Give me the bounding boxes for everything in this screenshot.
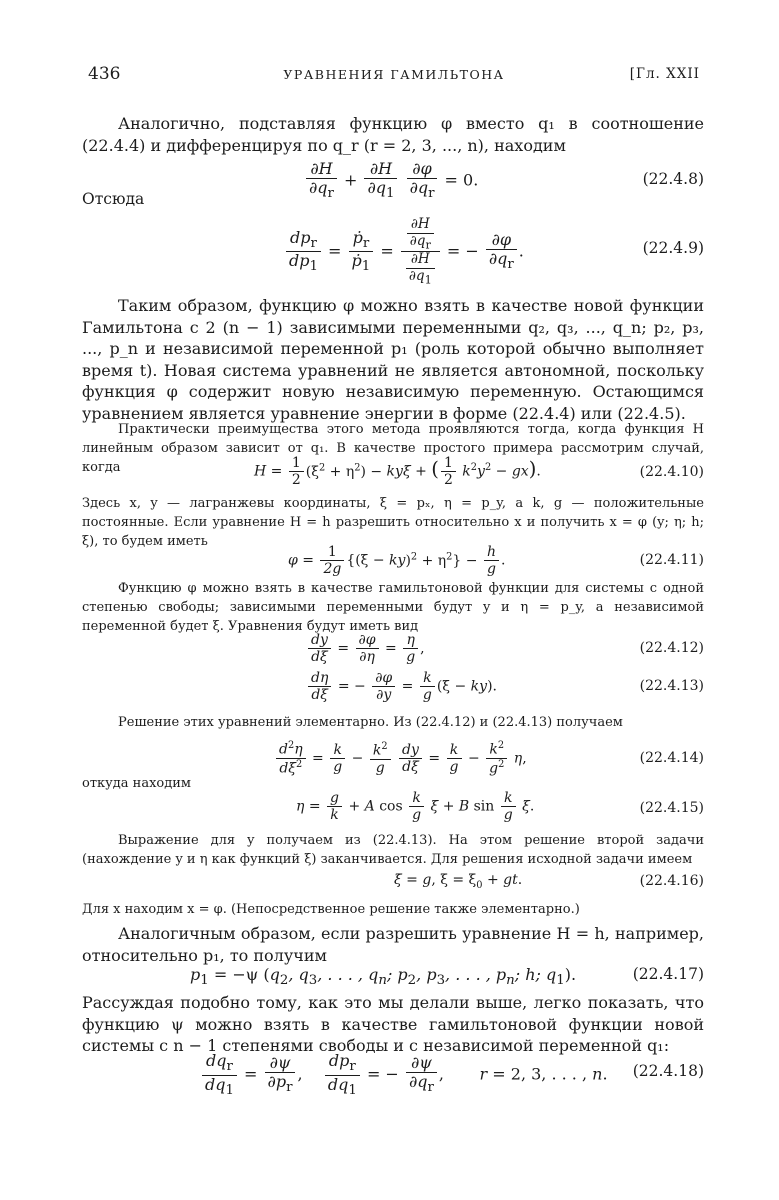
equation-number: (22.4.12) [639,640,704,656]
equation-number: (22.4.8) [642,170,704,188]
paragraph-2: Таким образом, функцию φ можно взять в качестве новой функции Гамильтона с 2 (n − 1) зависимыми переменными q₂, q₃, ..., q_n; p₂, p₃, ..., p_n и независимой переменной p₁ (роль которой обычно выполняет время t). Новая система уравнений не является автономной, поскольку функция φ содержит новую независимую переменную. Остающимся уравнением является уравнение энергии в форме (22.4.4) или (22.4.5). [82,296,704,423]
page-header [88,64,700,88]
paragraph-3: Аналогичным образом, если разрешить уравнение H = h, например, относительно p₁, то получим [82,924,704,965]
equation-number: (22.4.11) [639,552,704,568]
small-paragraph-2: Здесь x, y — лагранжевы координаты, ξ = pₓ, η = p_y, а k, g — положительные постоянные. Если уравнение H = h разрешить относительно x и получить x = φ (y; η; h; ξ), то будем иметь [82,496,704,549]
equation-22-4-18: $dq_r$ $dq_1$ = $\frac{\partial\psi}{\partial p_r}$ , $dp_r$ $dq_1$ = − $\frac{\partial\psi}{\partial q_r}$ , r = 2, 3, . . . , n. (22.4.18) [82,1052,704,1082]
small-paragraph-4: Решение этих уравнений элементарно. Из (22.4.12) и (22.4.13) получаем [118,715,623,730]
otsyuda-label: Отсюда [82,190,145,208]
equation-22-4-17: $p_1 = -\psi$ ($q_2$, $q_3$, . . . , $q_n$; $p_2$, $p_3$, . . . , $p_n$; h; $q_1$). (22.4.17) [190,965,704,989]
equation-22-4-15: η = $\frac{g}{k}$ + A cos $\frac{k}{g}$ ξ + B sin $\frac{k}{g}$ ξ. (22.4.15) [296,790,704,824]
equation-number: (22.4.13) [639,678,704,694]
running-title: УРАВНЕНИЯ ГАМИЛЬТОНА [283,67,505,82]
equation-22-4-10: H = $\frac{1}{2}$ $(\xi^2 + \eta^2) - ky\xi$ + ( $\frac{1}{2}$ $k^2y^2 - gx$). (22.4.10) [254,455,704,489]
paragraph-4: Рассуждая подобно тому, как это мы делали выше, легко показать, что функцию ψ можно взять в качестве гамильтоновой функции новой системы с n − 1 степенями свободы и с независимой переменной q₁: [82,993,704,1055]
equation-number: (22.4.17) [632,965,704,983]
equation-number: (22.4.9) [642,239,704,257]
equation-number: (22.4.14) [639,750,704,766]
small-paragraph-6: Выражение для y получаем из (22.4.13). На этом решение второй задачи (нахождение y и η как функций ξ) заканчивается. Для решения исходной задачи имеем [82,833,704,867]
equation-22-4-14: $\frac{d^2\eta}{d\xi^2}$ = $\frac{k}{g}$ − $\frac{k^2}{g}$ $\frac{dy}{d\xi}$ = $\frac{k}{g}$ − $\frac{k^2}{g^2}$ η, (22.4.14) [82,740,704,770]
equation-22-4-13: $\frac{d\eta}{d\xi}$ = − $\frac{\partial\varphi}{\partial y}$ = $\frac{k}{g}$ (ξ − ky). (22.4.13) [82,670,704,700]
equation-22-4-16: ξ̇ = g, $\xi = \xi_0$ + gt. (22.4.16) [394,872,704,891]
small-paragraph-7: Для x находим x = φ. (Непосредственное решение также элементарно.) [82,902,580,917]
equation-22-4-11: φ = $\frac{1}{2g}$ $\{(\xi - ky)^2 + \eta^2\}$ − $\frac{h}{g}$ . (22.4.11) [288,544,704,578]
equation-22-4-12: $\frac{dy}{d\xi}$ = $\frac{\partial\varphi}{\partial\eta}$ = $\frac{\eta}{g}$ , (22.4.12) [82,632,704,662]
equation-22-4-8: $\frac{\partial H}{\partial q_r}$ + $\frac{\partial H}{\partial q_1}$ $\frac{\partial\varphi}{\partial q_r}$ = 0. (22.4.8) [82,160,704,190]
equation-22-4-9: $dp_r$ $dp_1$ = $\frac{ṗ_r}{ṗ_1}$ = $\frac{\frac{\partial H}{\partial q_r}}{\frac{\partial H}{\partial q_1}}$ = − $\frac{\partial\varphi}{\partial q_r}$ . (22.4.9) [82,215,704,285]
chapter-label: [Гл. XXII [629,66,700,82]
small-paragraph-1: Практически преимущества этого метода проявляются тогда, когда функция H линейным образом зависит от q₁. В качестве простого примера рассмотрим случай, когда [82,422,704,475]
equation-number: (22.4.16) [639,873,704,889]
equation-number: (22.4.10) [639,464,704,480]
equation-number: (22.4.15) [639,800,704,816]
small-paragraph-5: откуда находим [82,776,192,791]
equation-number: (22.4.18) [632,1062,704,1080]
page-number: 436 [88,64,121,84]
small-paragraph-3: Функцию φ можно взять в качестве гамильтоновой функции для системы с одной степенью свободы; зависимыми переменными будут y и η = p_y, а независимой переменной будет ξ. Уравнения будут иметь вид [82,581,704,634]
paragraph-1: Аналогично, подставляя функцию φ вместо q₁ в соотношение (22.4.4) и дифференцируя по q_r (r = 2, 3, ..., n), находим [82,114,704,155]
